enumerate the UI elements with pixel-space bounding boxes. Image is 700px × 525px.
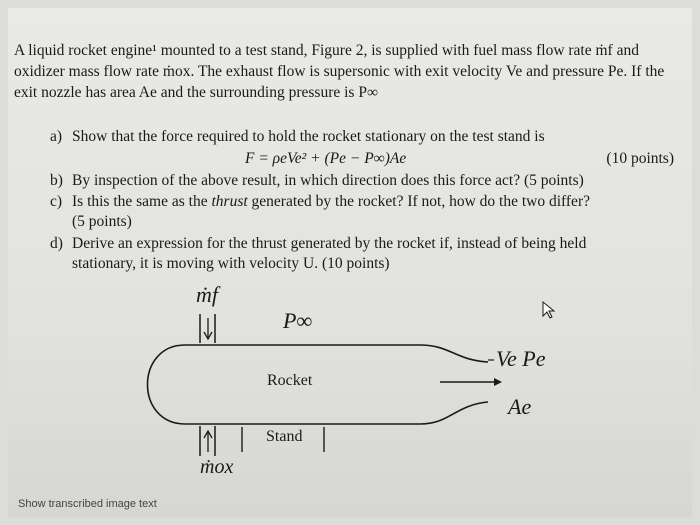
question-c-thrust: thrust	[211, 193, 248, 210]
question-b-tag: b)	[50, 172, 63, 189]
ambient-pressure-label: P∞	[283, 308, 313, 333]
question-d-text-2: stationary, it is moving with velocity U. (10 points)	[72, 255, 390, 272]
question-a-tag: a)	[50, 128, 63, 145]
cursor-icon	[543, 302, 554, 318]
question-d-tag: d)	[50, 235, 63, 252]
rocket-upper-wall	[185, 345, 488, 362]
exhaust-arrow-head	[494, 378, 502, 386]
problem-intro: A liquid rocket engine¹ mounted to a test stand, Figure 2, is supplied with fuel mass flow rate ṁf and oxidizer mass flow rate ṁox. The exhaust flow is supersonic with exit velocity Ve and pressure Pe. If the exit nozzle has area Ae and the surrounding pressure is P∞	[14, 42, 665, 101]
question-a-text: Show that the force required to hold the rocket stationary on the test stand is	[72, 128, 545, 145]
stand-label: Stand	[266, 428, 303, 445]
question-c-text-2: generated by the rocket? If not, how do the two differ?	[251, 193, 590, 210]
question-b-text: By inspection of the above result, in which direction does this force act? (5 points)	[72, 172, 584, 189]
show-transcribed-link[interactable]: Show transcribed image text	[18, 498, 157, 510]
exit-velocity-pressure-label: Ve Pe	[496, 346, 546, 371]
rocket-nose	[148, 345, 186, 424]
question-c-points: (5 points)	[72, 213, 132, 230]
exit-area-label: Ae	[508, 394, 532, 419]
rocket-label: Rocket	[267, 372, 313, 389]
oxidizer-flow-label: ṁox	[200, 456, 234, 478]
fuel-flow-label: ṁf	[196, 282, 218, 307]
question-a-points: (10 points)	[606, 150, 674, 167]
question-c-text-1: Is this the same as the	[72, 193, 208, 210]
rocket-lower-wall	[185, 402, 488, 424]
question-c-tag: c)	[50, 193, 63, 210]
force-equation: F = ρeVe² + (Pe − P∞)Ae	[245, 150, 407, 167]
question-d-text-1: Derive an expression for the thrust generated by the rocket if, instead of being held	[72, 235, 587, 252]
